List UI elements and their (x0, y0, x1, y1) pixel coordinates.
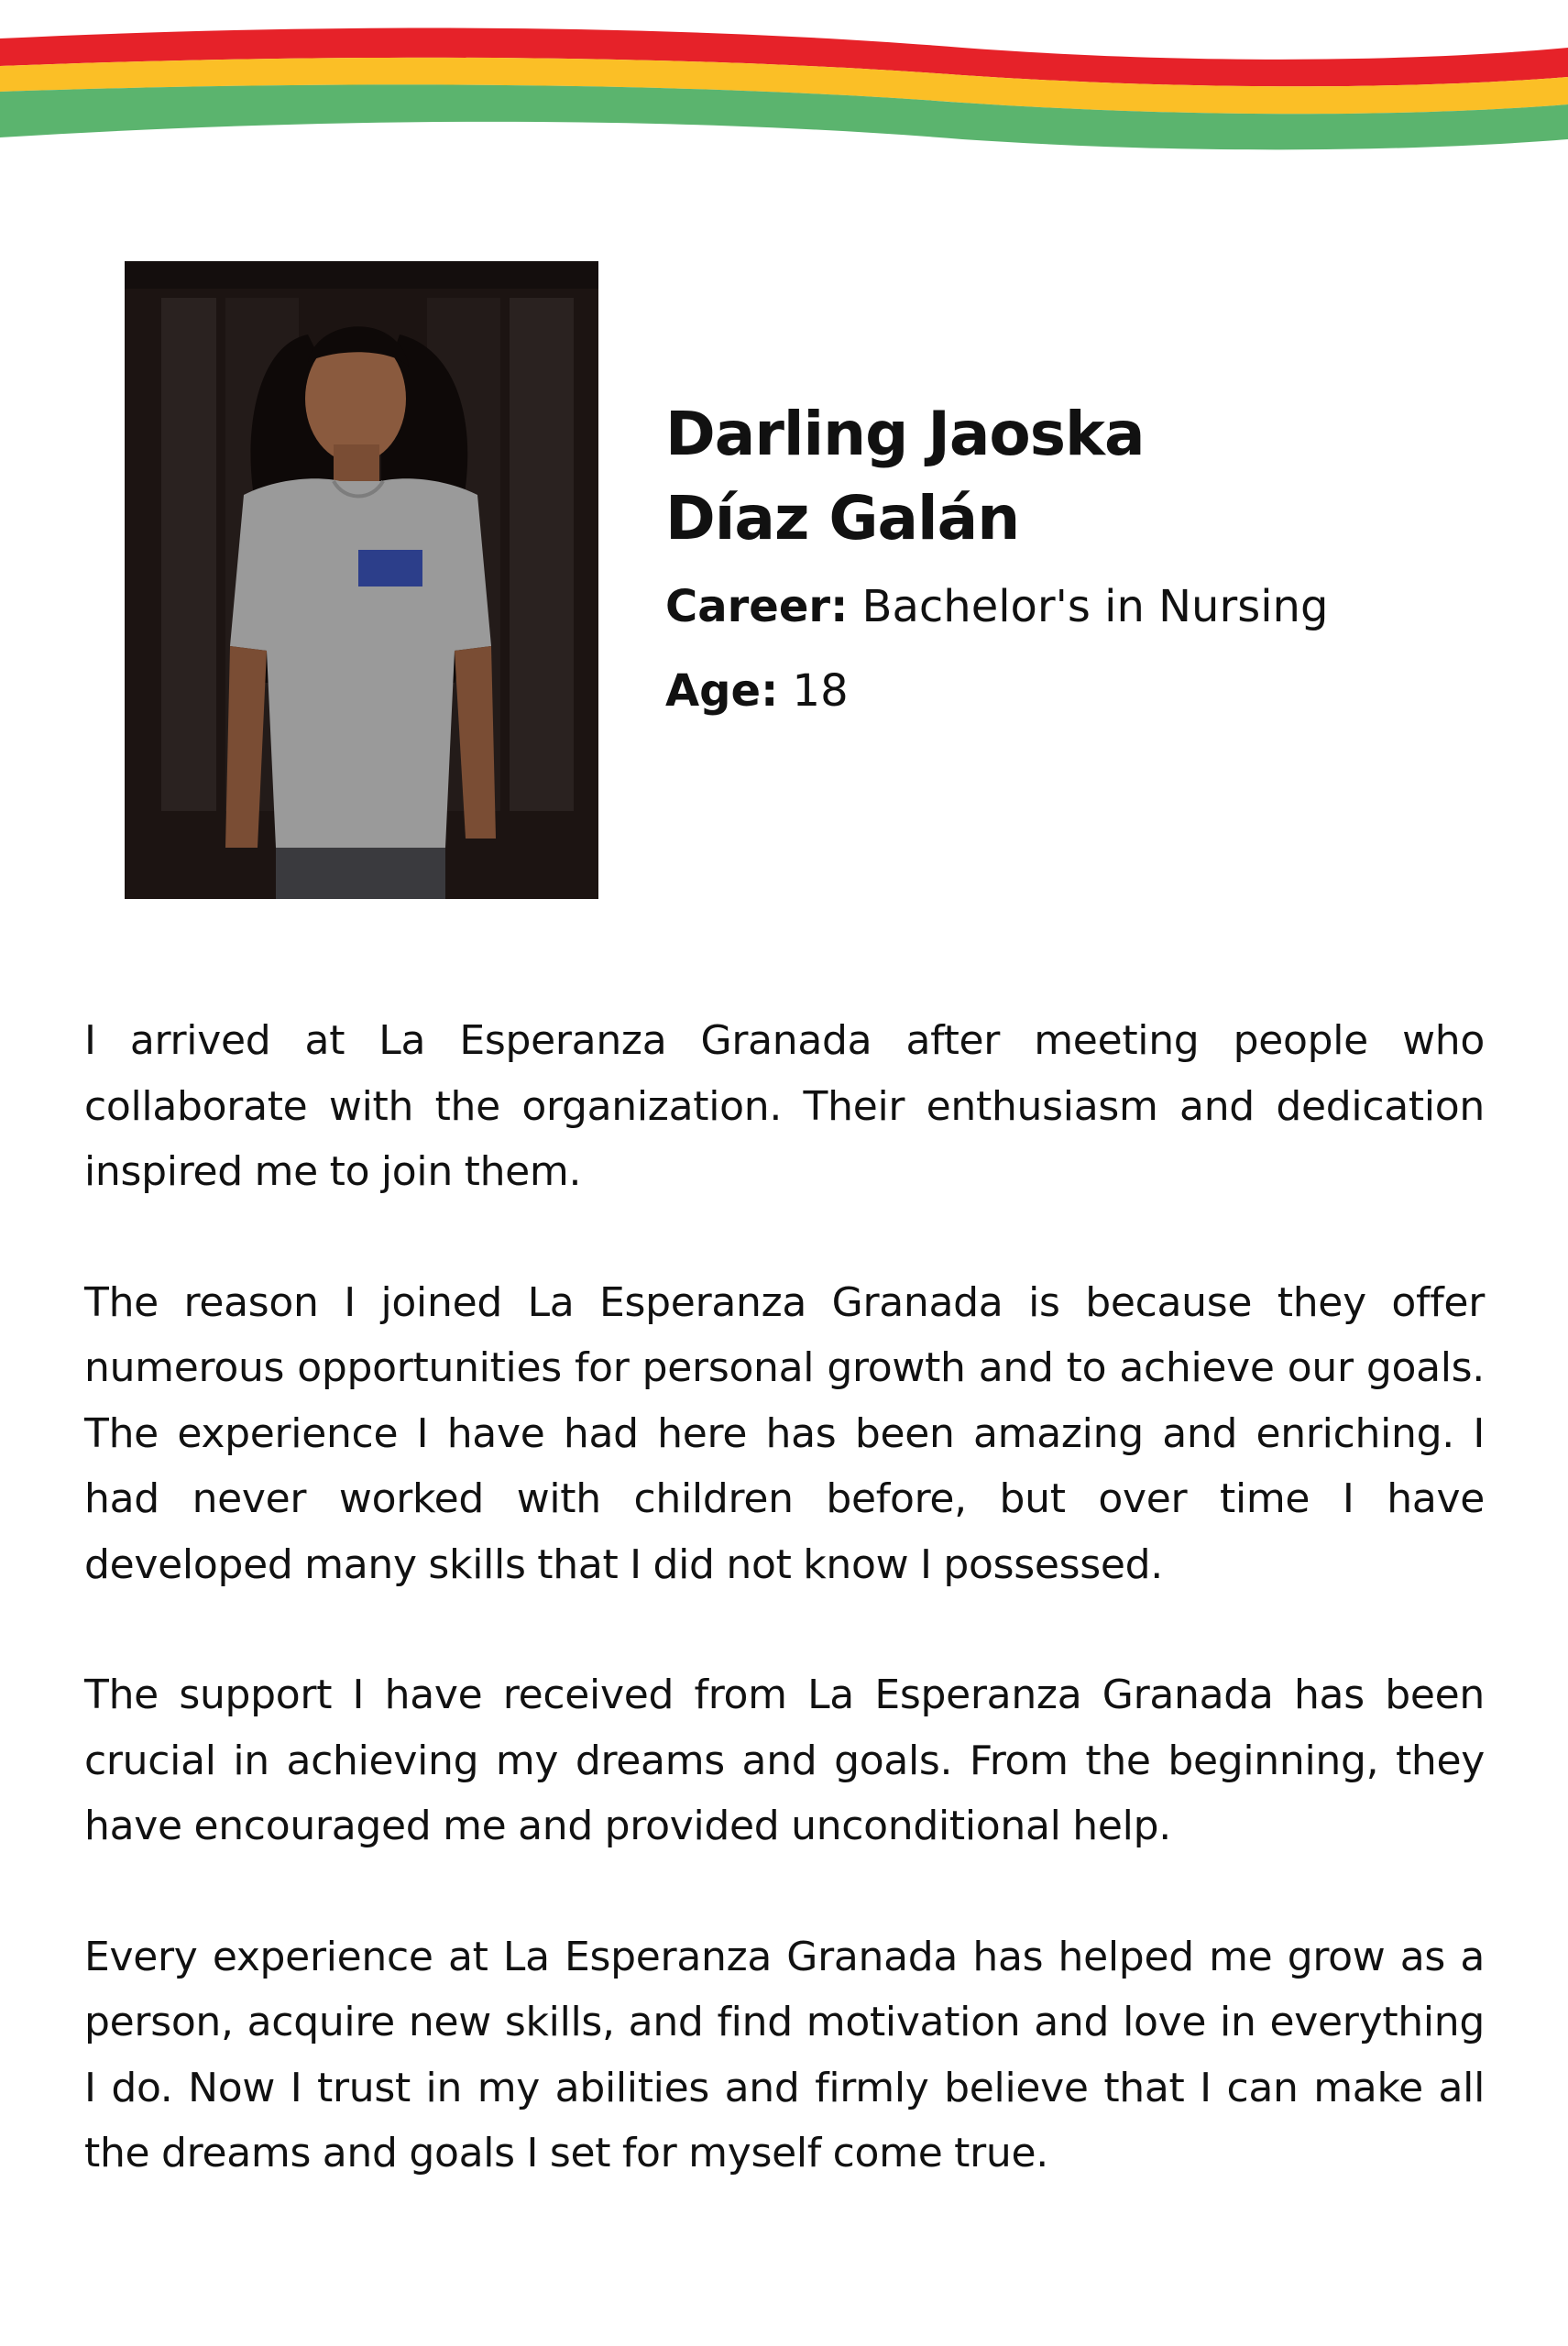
age-field (665, 663, 1490, 718)
age-label: Age: (665, 665, 779, 717)
story-paragraph: The support I have received from La Esperanza Granada has been crucial in achieving my dreams and goals. From the beginning, they have encouraged me and provided unconditional help. (84, 1672, 1485, 1849)
age-value: 18 (792, 665, 849, 717)
career-label: Career: (665, 581, 849, 632)
career-field (665, 579, 1490, 634)
career-value: Bachelor's in Nursing (861, 581, 1329, 632)
story-paragraph: Every experience at La Esperanza Granada has helped me grow as a person, acquire new skills, and find motivation and love in everything I do. Now I trust in my abilities and firmly believe that I can make all the dreams and goals I set for myself come true. (84, 1933, 1485, 2176)
name-first-line: Darling Jaoska (665, 399, 1145, 469)
profile-header (665, 392, 1490, 718)
header-wave-stripes (0, 0, 1568, 174)
story-paragraph: The reason I joined La Esperanza Granada is because they offer numerous opportunities for personal growth and to achieve our goals. The experience I have had here has been amazing and enriching. I had never worked with children before, but over time I have developed many skills that I did not know I possessed. (84, 1278, 1485, 1588)
portrait-photo (125, 261, 598, 899)
name-second-line: Díaz Galán (665, 483, 1020, 554)
testimonial-body (84, 1008, 1485, 2252)
story-paragraph: I arrived at La Esperanza Granada after meeting people who collaborate with the organization. Their enthusiasm and dedication inspired me to join them. (84, 1017, 1485, 1195)
